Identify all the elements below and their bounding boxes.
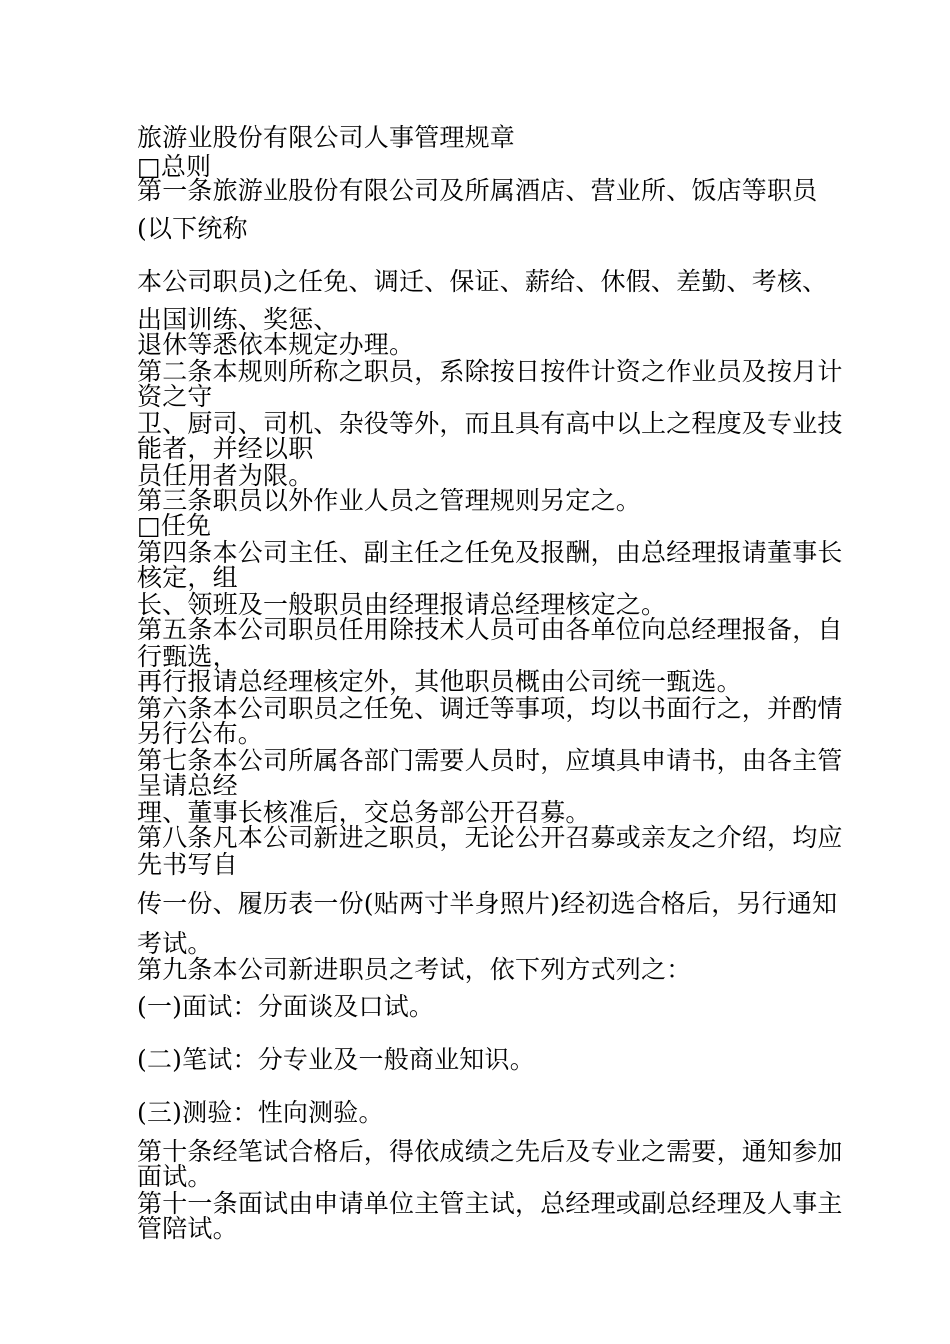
document-title: 旅游业股份有限公司人事管理规章 bbox=[137, 123, 516, 152]
text-line: 第九条本公司新进职员之考试，依下列方式列之： bbox=[137, 955, 692, 984]
text-line: 本公司职员)之任免、调迁、保证、薪给、休假、差勤、考核、 bbox=[137, 267, 828, 296]
section-heading-general: □总则 bbox=[137, 152, 212, 181]
list-item: (一)面试：分面谈及口试。 bbox=[137, 992, 435, 1021]
text-line: 传一份、履历表一份(贴两寸半身照片)经初选合格后，另行通知 bbox=[137, 889, 838, 918]
text-line: (以下统称 bbox=[137, 214, 248, 243]
text-line: 能者，并经以职 bbox=[137, 434, 314, 463]
text-line: 第六条本公司职员之任免、调迁等事项，均以书面行之，并酌情 bbox=[137, 694, 843, 723]
text-line: 第十条经笔试合格后，得依成绩之先后及专业之需要，通知参加 bbox=[137, 1137, 843, 1166]
text-line: 呈请总经 bbox=[137, 771, 238, 800]
list-item: (二)笔试：分专业及一般商业知识。 bbox=[137, 1045, 535, 1074]
text-line: 核定，组 bbox=[137, 563, 238, 592]
text-line: 第十一条面试由申请单位主管主试，总经理或副总经理及人事主 bbox=[137, 1189, 843, 1218]
text-line: 卫、厨司、司机、杂役等外，而且具有高中以上之程度及专业技 bbox=[137, 409, 843, 438]
text-line: 长、领班及一般职员由经理报请总经理核定之。 bbox=[137, 590, 667, 619]
section-heading-appointment: □任免 bbox=[137, 511, 212, 540]
text-line: 第二条本规则所称之职员，系除按日按件计资之作业员及按月计 bbox=[137, 357, 843, 386]
list-item: (三)测验：性向测验。 bbox=[137, 1098, 384, 1127]
text-line: 先书写自 bbox=[137, 850, 238, 879]
text-line: 第七条本公司所属各部门需要人员时，应填具申请书，由各主管 bbox=[137, 746, 843, 775]
text-line: 退休等悉依本规定办理。 bbox=[137, 330, 415, 359]
text-line: 第四条本公司主任、副主任之任免及报酬，由总经理报请董事长 bbox=[137, 538, 843, 567]
text-line: 再行报请总经理核定外，其他职员概由公司统一甄选。 bbox=[137, 667, 742, 696]
text-line: 考试。 bbox=[137, 929, 213, 958]
text-line: 管陪试。 bbox=[137, 1214, 238, 1243]
text-line: 出国训练、奖惩、 bbox=[137, 305, 339, 334]
text-line: 行甄选， bbox=[137, 642, 238, 671]
text-line: 第三条职员以外作业人员之管理规则另定之。 bbox=[137, 486, 642, 515]
text-line: 第八条凡本公司新进之职员，无论公开召募或亲友之介绍，均应 bbox=[137, 823, 843, 852]
text-line: 资之守 bbox=[137, 382, 213, 411]
text-line: 第一条旅游业股份有限公司及所属酒店、营业所、饭店等职员 bbox=[137, 176, 818, 205]
text-line: 员任用者为限。 bbox=[137, 461, 314, 490]
text-line: 另行公布。 bbox=[137, 719, 264, 748]
text-line: 理、董事长核准后，交总务部公开召募。 bbox=[137, 798, 591, 827]
text-line: 第五条本公司职员任用除技术人员可由各单位向总经理报备，自 bbox=[137, 615, 843, 644]
text-line: 面试。 bbox=[137, 1162, 213, 1191]
